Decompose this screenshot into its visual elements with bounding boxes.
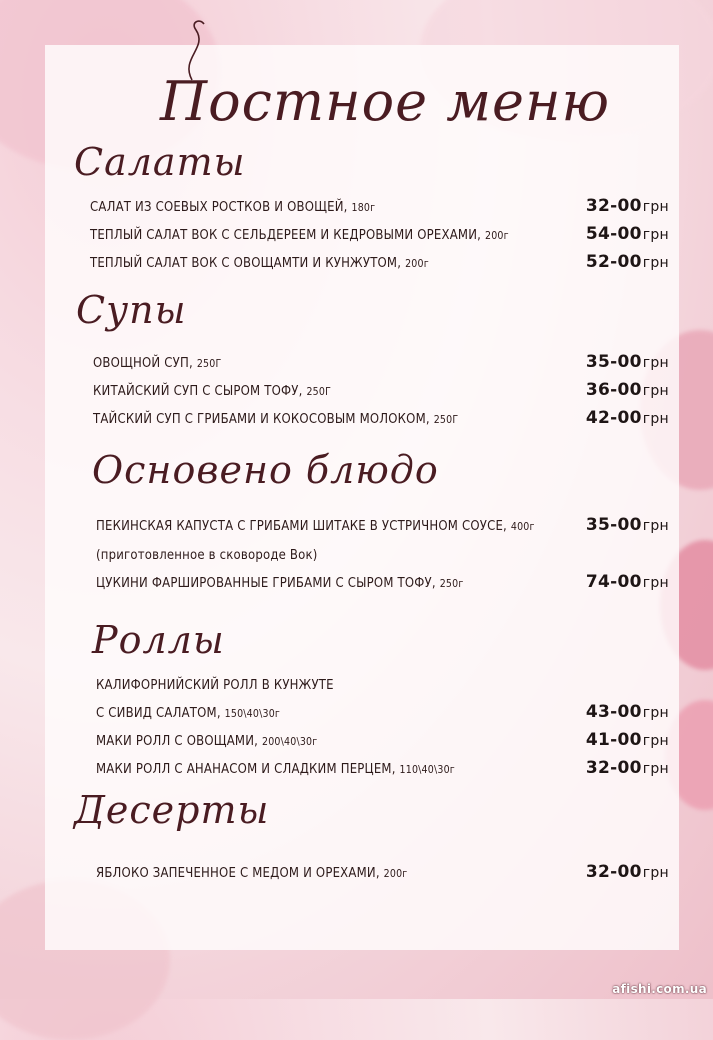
price-currency: грн [642, 383, 669, 399]
menu-item [96, 519, 535, 534]
item-weight: 250г [439, 578, 464, 590]
price-currency: грн [642, 411, 669, 427]
price-value: 42-00 [585, 408, 642, 428]
item-weight: 180г [351, 202, 376, 214]
item-name: ПЕКИНСКАЯ КАПУСТА С ГРИБАМИ ШИТАКЕ В УСТРИЧНОМ СОУСЕ, [96, 519, 507, 534]
price-currency: грн [642, 255, 669, 271]
item-name: ТЕПЛЫЙ САЛАТ ВОК С ОВОЩАМТИ И КУНЖУТОМ, [90, 256, 402, 271]
menu-item [96, 548, 318, 563]
menu-item [96, 576, 464, 591]
price-currency: грн [642, 865, 669, 881]
item-weight: 110\40\30г [399, 764, 455, 776]
item-name: КИТАЙСКИЙ СУП С СЫРОМ ТОФУ, [93, 384, 303, 399]
item-price [586, 408, 669, 428]
item-price [586, 572, 669, 592]
price-currency: грн [642, 227, 669, 243]
item-name: (приготовленное в сковороде Вок) [96, 548, 318, 563]
section-heading: Салаты [74, 140, 246, 184]
section-heading: Основено блюдо [92, 448, 439, 492]
menu-item [90, 228, 509, 243]
section-heading: Десерты [74, 788, 270, 832]
item-price [586, 862, 669, 882]
item-weight: 200\40\30г [262, 736, 318, 748]
item-weight: 200г [383, 868, 408, 880]
menu-item [93, 412, 458, 427]
menu-item [93, 384, 331, 399]
price-value: 35-00 [585, 352, 642, 372]
item-price [586, 196, 669, 216]
menu-item [96, 866, 407, 881]
item-name: КАЛИФОРНИЙСКИЙ РОЛЛ В КУНЖУТЕ [96, 678, 334, 693]
menu-title: Постное меню [160, 70, 611, 133]
price-currency: грн [642, 199, 669, 215]
item-price [586, 730, 669, 750]
price-value: 74-00 [585, 572, 642, 592]
menu-item [93, 356, 221, 371]
menu-item [90, 256, 429, 271]
item-name: ТЕПЛЫЙ САЛАТ ВОК С СЕЛЬДЕРЕЕМ И КЕДРОВЫМИ ОРЕХАМИ, [90, 228, 482, 243]
item-name: ЯБЛОКО ЗАПЕЧЕННОЕ С МЕДОМ И ОРЕХАМИ, [96, 866, 380, 881]
menu-item [96, 734, 317, 749]
item-name: ЦУКИНИ ФАРШИРОВАННЫЕ ГРИБАМИ С СЫРОМ ТОФУ, [96, 576, 436, 591]
item-price [586, 758, 669, 778]
item-name: ТАЙСКИЙ СУП С ГРИБАМИ И КОКОСОВЫМ МОЛОКОМ, [93, 412, 430, 427]
item-weight: 200г [405, 258, 429, 270]
item-name: С СИВИД САЛАТОМ, [96, 706, 221, 721]
item-name: ОВОЩНОЙ СУП, [93, 356, 193, 371]
price-value: 43-00 [585, 702, 642, 722]
section-heading: Супы [76, 288, 187, 332]
price-value: 41-00 [585, 730, 642, 750]
item-price [586, 702, 669, 722]
item-price [586, 252, 669, 272]
item-weight: 250Г [306, 386, 332, 398]
price-value: 35-00 [585, 515, 642, 535]
item-weight: 150\40\30г [224, 708, 281, 720]
price-currency: грн [642, 705, 669, 721]
price-currency: грн [642, 355, 669, 371]
menu-item [96, 678, 334, 693]
item-name: МАКИ РОЛЛ С АНАНАСОМ И СЛАДКИМ ПЕРЦЕМ, [96, 762, 396, 777]
price-value: 36-00 [585, 380, 642, 400]
item-weight: 400г [510, 521, 535, 533]
price-currency: грн [642, 518, 669, 534]
item-weight: 250Г [196, 358, 222, 370]
price-value: 32-00 [585, 196, 642, 216]
item-name: САЛАТ ИЗ СОЕВЫХ РОСТКОВ И ОВОЩЕЙ, [90, 200, 348, 215]
price-currency: грн [642, 575, 669, 591]
item-weight: 200г [484, 230, 509, 242]
price-value: 32-00 [585, 862, 642, 882]
item-price [586, 352, 669, 372]
menu-item [96, 762, 455, 777]
price-currency: грн [642, 761, 669, 777]
menu-item [90, 200, 375, 215]
price-currency: грн [642, 733, 669, 749]
item-price [586, 515, 669, 535]
item-price [586, 224, 669, 244]
price-value: 32-00 [585, 758, 642, 778]
item-name: МАКИ РОЛЛ С ОВОЩАМИ, [96, 734, 259, 749]
item-price [586, 380, 669, 400]
item-weight: 250Г [433, 414, 459, 426]
price-value: 52-00 [585, 252, 642, 272]
watermark-text: afishi.com.ua [612, 982, 707, 996]
section-heading: Роллы [92, 618, 225, 662]
price-value: 54-00 [585, 224, 642, 244]
menu-item [96, 706, 280, 721]
